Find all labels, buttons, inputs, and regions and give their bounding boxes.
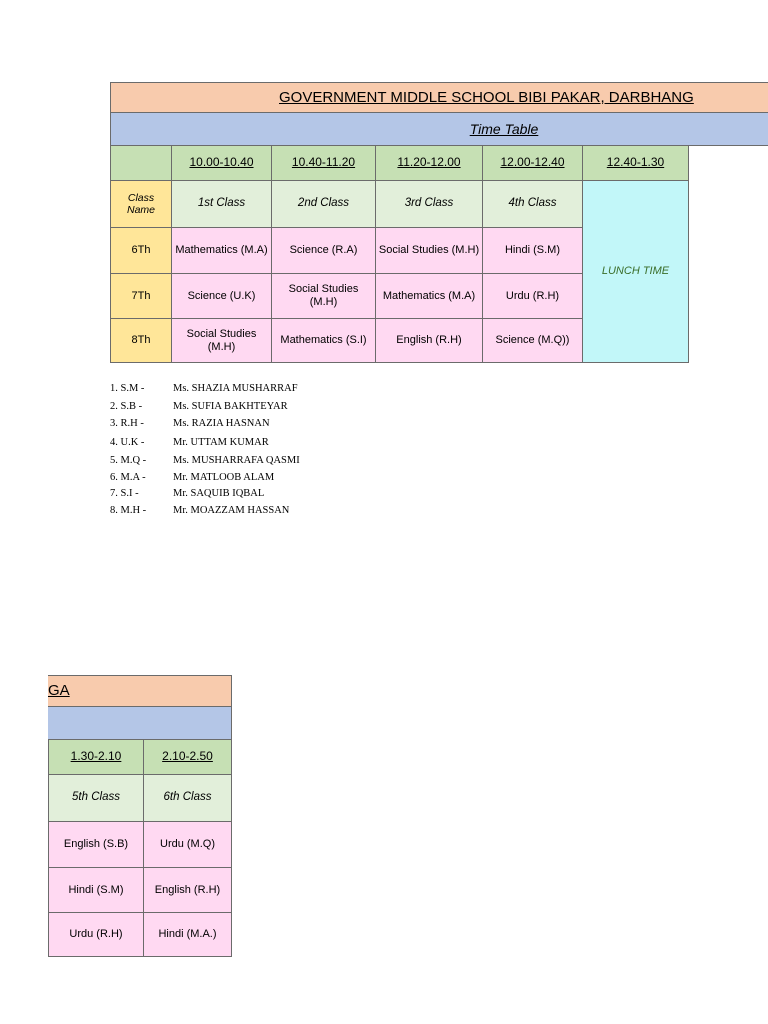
period-label: 6th Class [144, 775, 232, 822]
empty-header-cell [110, 146, 172, 181]
subject-cell: Social Studies (M.H) [376, 228, 483, 274]
subtitle-overflow [48, 707, 232, 740]
subject-cell: Hindi (M.A.) [144, 913, 232, 957]
time-slot: 12.00-12.40 [483, 146, 583, 181]
timetable-page-2 [48, 675, 233, 958]
subject-cell: English (S.B) [48, 822, 144, 868]
teacher-code: 7. S.I - [110, 488, 139, 499]
class-label: 8Th [110, 319, 172, 363]
school-title: GOVERNMENT MIDDLE SCHOOL BIBI PAKAR, DARBHANG [110, 82, 768, 113]
time-slot: 12.40-1.30 [583, 146, 689, 181]
teacher-name: Mr. SAQUIB IQBAL [173, 488, 265, 499]
class-label: 7Th [110, 274, 172, 319]
subject-cell: Social Studies (M.H) [272, 274, 376, 319]
class-label: 6Th [110, 228, 172, 274]
period-label: 5th Class [48, 775, 144, 822]
teacher-code: 3. R.H - [110, 418, 144, 429]
subject-cell: Urdu (R.H) [483, 274, 583, 319]
teacher-name: Mr. MOAZZAM HASSAN [173, 505, 290, 516]
teacher-name: Mr. MATLOOB ALAM [173, 472, 275, 483]
subject-cell: Mathematics (S.I) [272, 319, 376, 363]
teacher-code: 5. M.Q - [110, 455, 147, 466]
subject-cell: English (R.H) [376, 319, 483, 363]
period-label: 2nd Class [272, 181, 376, 228]
teacher-code: 4. U.K - [110, 437, 145, 448]
timetable-subtitle: Time Table [110, 113, 768, 146]
teacher-name: Mr. UTTAM KUMAR [173, 437, 269, 448]
subject-cell: Urdu (R.H) [48, 913, 144, 957]
subject-cell: Science (R.A) [272, 228, 376, 274]
teacher-code: 2. S.B - [110, 401, 143, 412]
timetable-page-1 [110, 82, 768, 364]
teacher-code: 8. M.H - [110, 505, 147, 516]
time-slot: 10.40-11.20 [272, 146, 376, 181]
teacher-code: 6. M.A - [110, 472, 146, 483]
time-slot: 11.20-12.00 [376, 146, 483, 181]
subject-cell: Social Studies (M.H) [172, 319, 272, 363]
time-slot: 2.10-2.50 [144, 740, 232, 775]
subject-cell: Hindi (S.M) [48, 868, 144, 913]
time-slot: 10.00-10.40 [172, 146, 272, 181]
lunch-time-cell: LUNCH TIME [583, 181, 689, 363]
time-slot: 1.30-2.10 [48, 740, 144, 775]
subject-cell: Science (U.K) [172, 274, 272, 319]
subject-cell: Science (M.Q)) [483, 319, 583, 363]
period-label: 1st Class [172, 181, 272, 228]
school-title-overflow: GA [48, 675, 232, 707]
subject-cell: Mathematics (M.A) [172, 228, 272, 274]
period-label: 3rd Class [376, 181, 483, 228]
period-label: 4th Class [483, 181, 583, 228]
subject-cell: Mathematics (M.A) [376, 274, 483, 319]
teacher-code: 1. S.M - [110, 383, 145, 394]
subject-cell: Hindi (S.M) [483, 228, 583, 274]
class-name-label: Class Name [110, 181, 172, 228]
teacher-name: Ms. RAZIA HASNAN [173, 418, 270, 429]
teacher-name: Ms. MUSHARRAFA QASMI [173, 455, 300, 466]
teacher-name: Ms. SHAZIA MUSHARRAF [173, 383, 298, 394]
subject-cell: English (R.H) [144, 868, 232, 913]
teacher-name: Ms. SUFIA BAKHTEYAR [173, 401, 288, 412]
subject-cell: Urdu (M.Q) [144, 822, 232, 868]
